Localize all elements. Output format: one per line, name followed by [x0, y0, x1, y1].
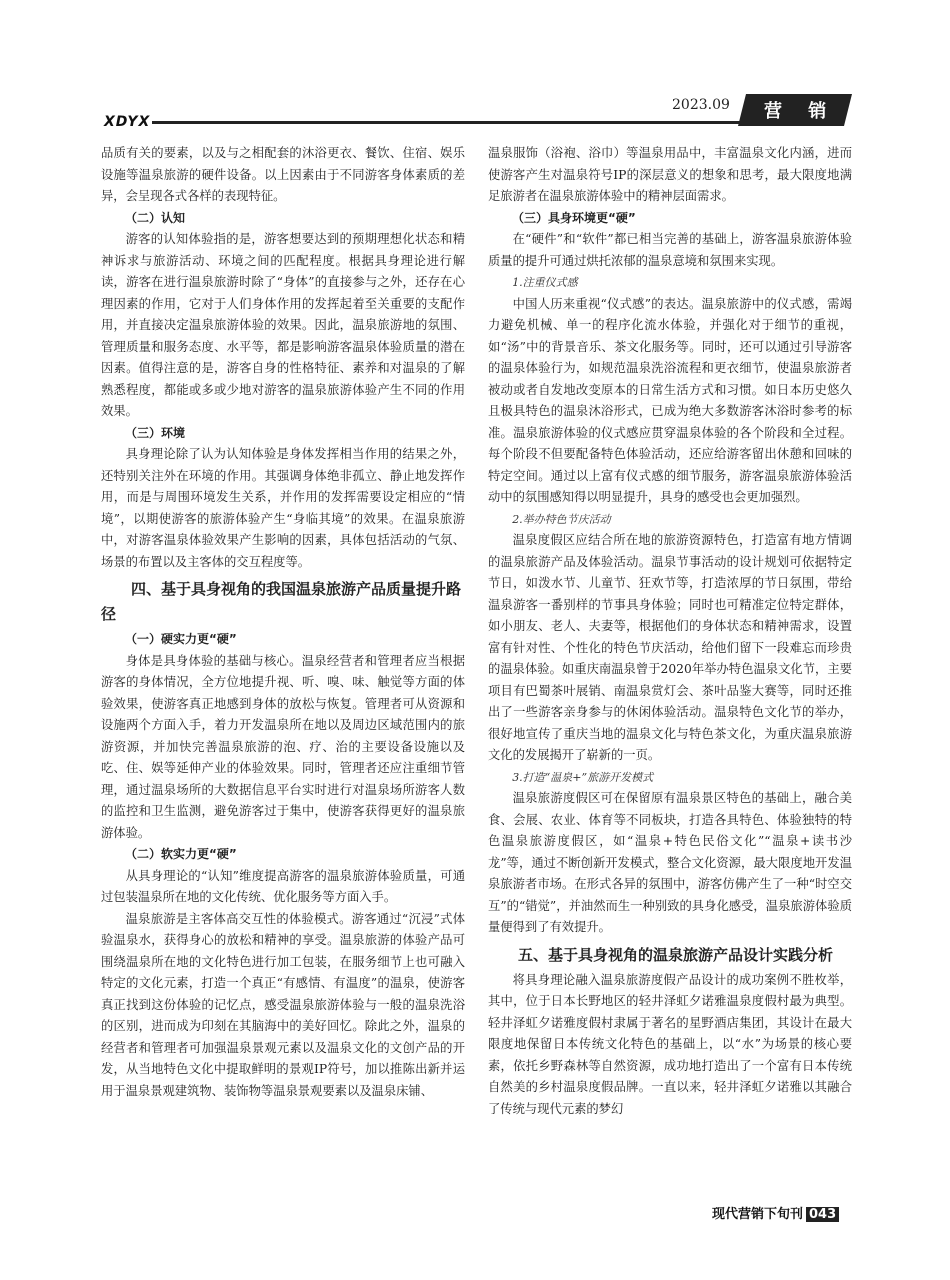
journal-brand: XDYX	[104, 114, 151, 130]
subheading-hard-power: （一）硬实力更“硬”	[125, 632, 237, 646]
right-column	[488, 143, 852, 1120]
item-heading-hot-spring-plus: 3.打造“温泉+”旅游开发模式	[512, 770, 654, 784]
paragraph: 在“硬件”和“软件”都已相当完善的基础上，游客温泉旅游体验质量的提升可通过烘托浓郁的温泉意境和氛围来实现。	[488, 232, 852, 268]
subheading-environment: （三）环境	[125, 425, 186, 440]
paragraph: 身体是具身体验的基础与核心。温泉经营者和管理者应当根据游客的身体情况，全方位地提升视、听、嗅、味、触觉等方面的体验效果，使游客真正地感到身体的放松与恢复。管理者可从资源和设施两个方面入手，着力开发温泉所在地以及周边区域范围内的旅游资源，并加快完善温泉旅游的泡、疗、治的主要设备设施以及吃、住、娱等延伸产业的体验效果。同时，管理者还应注重细节管理，通过温泉场所的大数据信息平台实时进行对温泉场所游客人数的监控和卫生监测，避免游客过于集中，使游客获得更好的温泉旅游体验。	[101, 653, 465, 840]
page-number: 043	[806, 1207, 839, 1222]
paragraph: 将具身理论融入温泉旅游度假产品设计的成功案例不胜枚举，其中，位于日本长野地区的轻井泽虹夕诺雅温泉度假村最为典型。轻井泽虹夕诺雅度假村隶属于著名的星野酒店集团，其设计在最大限度地保留日本传统文化特色的基础上，以“水”为场景的核心要素，依托乡野森林等自然资源，成功地打造出了一个富有日本传统自然美的乡村温泉度假品牌。一直以来，轻井泽虹夕诺雅以其融合了传统与现代元素的梦幻	[488, 972, 852, 1116]
subheading-embodied-environment: （三）具身环境更“硬”	[512, 210, 636, 225]
page-footer	[712, 1203, 839, 1222]
subheading-cognition: （二）认知	[125, 210, 186, 225]
item-heading-ritual: 1.注重仪式感	[512, 276, 578, 289]
item-heading-festival: 2.举办特色节庆活动	[512, 512, 611, 526]
section-title: 营 销	[764, 101, 837, 122]
paragraph: 品质有关的要素，以及与之相配套的沐浴更衣、餐饮、住宿、娱乐设施等温泉旅游的硬件设备。以上因素由于不同游客身体素质的差异，会呈现各式各样的表现特征。	[101, 146, 465, 203]
section-heading-4: 四、基于具身视角的我国温泉旅游产品质量提升路径	[101, 580, 462, 623]
paragraph: 温泉旅游是主客体高交互性的体验模式。游客通过“沉浸”式体验温泉水，获得身心的放松和精神的享受。温泉旅游的体验产品可围绕温泉所在地的文化特色进行加工包装，在服务细节上也可融入特定的文化元素，打造一个真正“有感情、有温度”的温泉，使游客真正找到这份体验的记忆点，感受温泉旅游体验与一般的温泉洗浴的区别，进而成为印刻在其脑海中的美好回忆。除此之外，温泉的经营者和管理者可加强温泉景观元素以及温泉文化的文创产品的开发，从当地特色文化中提取鲜明的景观IP符号，加以推陈出新并运用于温泉景观建筑物、装饰物等温泉景观要素以及温泉床铺、	[101, 911, 465, 1098]
header-rule	[152, 121, 740, 124]
paragraph: 中国人历来重视“仪式感”的表达。温泉旅游中的仪式感，需竭力避免机械、单一的程序化流水体验，并强化对于细节的重视，如“汤”中的背景音乐、茶文化服务等。同时，还可以通过引导游客的温泉体验行为，如规范温泉洗浴流程和更衣细节，使温泉旅游者被动或者自发地改变原本的日常生活方式和习惯。如日本历史悠久且极具特色的温泉沐浴形式，已成为绝大多数游客沐浴时参考的标准。温泉旅游体验的仪式感应贯穿温泉体验的各个阶段和全过程。每个阶段不但要配备特色体验活动，还应给游客留出休憩和回味的特定空间。通过以上富有仪式感的细节服务，游客温泉旅游体验活动中的氛围感知得以明显提升，具身的感受也会更加强烈。	[488, 296, 852, 504]
left-column	[101, 143, 465, 1102]
paragraph: 从具身理论的“认知”维度提高游客的温泉旅游体验质量，可通过包装温泉所在地的文化传统、优化服务等方面入手。	[101, 868, 465, 904]
paragraph: 具身理论除了认为认知体验是身体发挥相当作用的结果之外，还特别关注外在环境的作用。其强调身体绝非孤立、静止地发挥作用，而是与周围环境发生关系，并作用的发挥需要设定相应的“情境”，以期使游客的旅游体验产生“身临其境”的效果。在温泉旅游中，对游客温泉体验效果产生影响的因素，具体包括活动的气氛、场景的布置以及主客体的交互程度等。	[101, 447, 465, 569]
paragraph: 温泉旅游度假区可在保留原有温泉景区特色的基础上，融合美食、会展、农业、体育等不同板块，打造各具特色、体验独特的特色温泉旅游度假区，如“温泉+特色民俗文化”“温泉+读书沙龙”等，通过不断创新开发模式，整合文化资源，最大限度地开发温泉旅游者市场。在形式各异的氛围中，游客仿佛产生了一种“时空交互”的“错觉”，并油然而生一种别致的具身化感受，温泉旅游体验质量便得到了有效提升。	[488, 791, 852, 934]
section-heading-5: 五、基于具身视角的温泉旅游产品设计实践分析	[518, 945, 834, 964]
journal-name: 现代营销下旬刊	[712, 1207, 804, 1222]
paragraph: 温泉服饰（浴袍、浴巾）等温泉用品中，丰富温泉文化内涵，进而使游客产生对温泉符号IP的深层意义的想象和思考，最大限度地满足旅游者在温泉旅游体验中的精神层面需求。	[488, 146, 852, 203]
paragraph: 游客的认知体验指的是，游客想要达到的预期理想化状态和精神诉求与旅游活动、环境之间的匹配程度。根据具身理论进行解读，游客在进行温泉旅游时除了“身体”的直接参与之外，还存在心理因素的作用，它对于人们身体作用的发挥起着至关重要的支配作用，并直接决定温泉旅游体验的效果。因此，温泉旅游地的氛围、管理质量和服务态度、水平等，都是影响游客温泉体验质量的潜在因素。值得注意的是，游客自身的性格特征、素养和对温泉的了解熟悉程度，都能或多或少地对游客的温泉旅游体验产生不同的作用效果。	[101, 232, 465, 418]
paragraph: 温泉度假区应结合所在地的旅游资源特色，打造富有地方情调的温泉旅游产品及体验活动。温泉节事活动的设计规划可依据特定节日，如泼水节、儿童节、狂欢节等，打造浓厚的节日氛围，带给温泉游客一番别样的节事具身体验；同时也可精准定位特定群体，如小朋友、老人、夫妻等，根据他们的身体状态和精神需求，设置富有针对性、个性化的特色节庆活动，给他们留下一段难忘而珍贵的温泉体验。如重庆南温泉曾于2020年举办特色温泉文化节，主要项目有巴蜀茶叶展销、南温泉赏灯会、茶叶品鉴大赛等，同时还推出了一些游客亲身参与的休闲体验活动。温泉特色文化节的举办，很好地宣传了重庆当地的温泉文化与特色茶文化，为重庆温泉旅游文化的发展揭开了崭新的一页。	[488, 533, 852, 762]
issue-date: 2023.09	[672, 97, 730, 113]
subheading-soft-power: （二）软实力更“硬”	[125, 847, 237, 861]
